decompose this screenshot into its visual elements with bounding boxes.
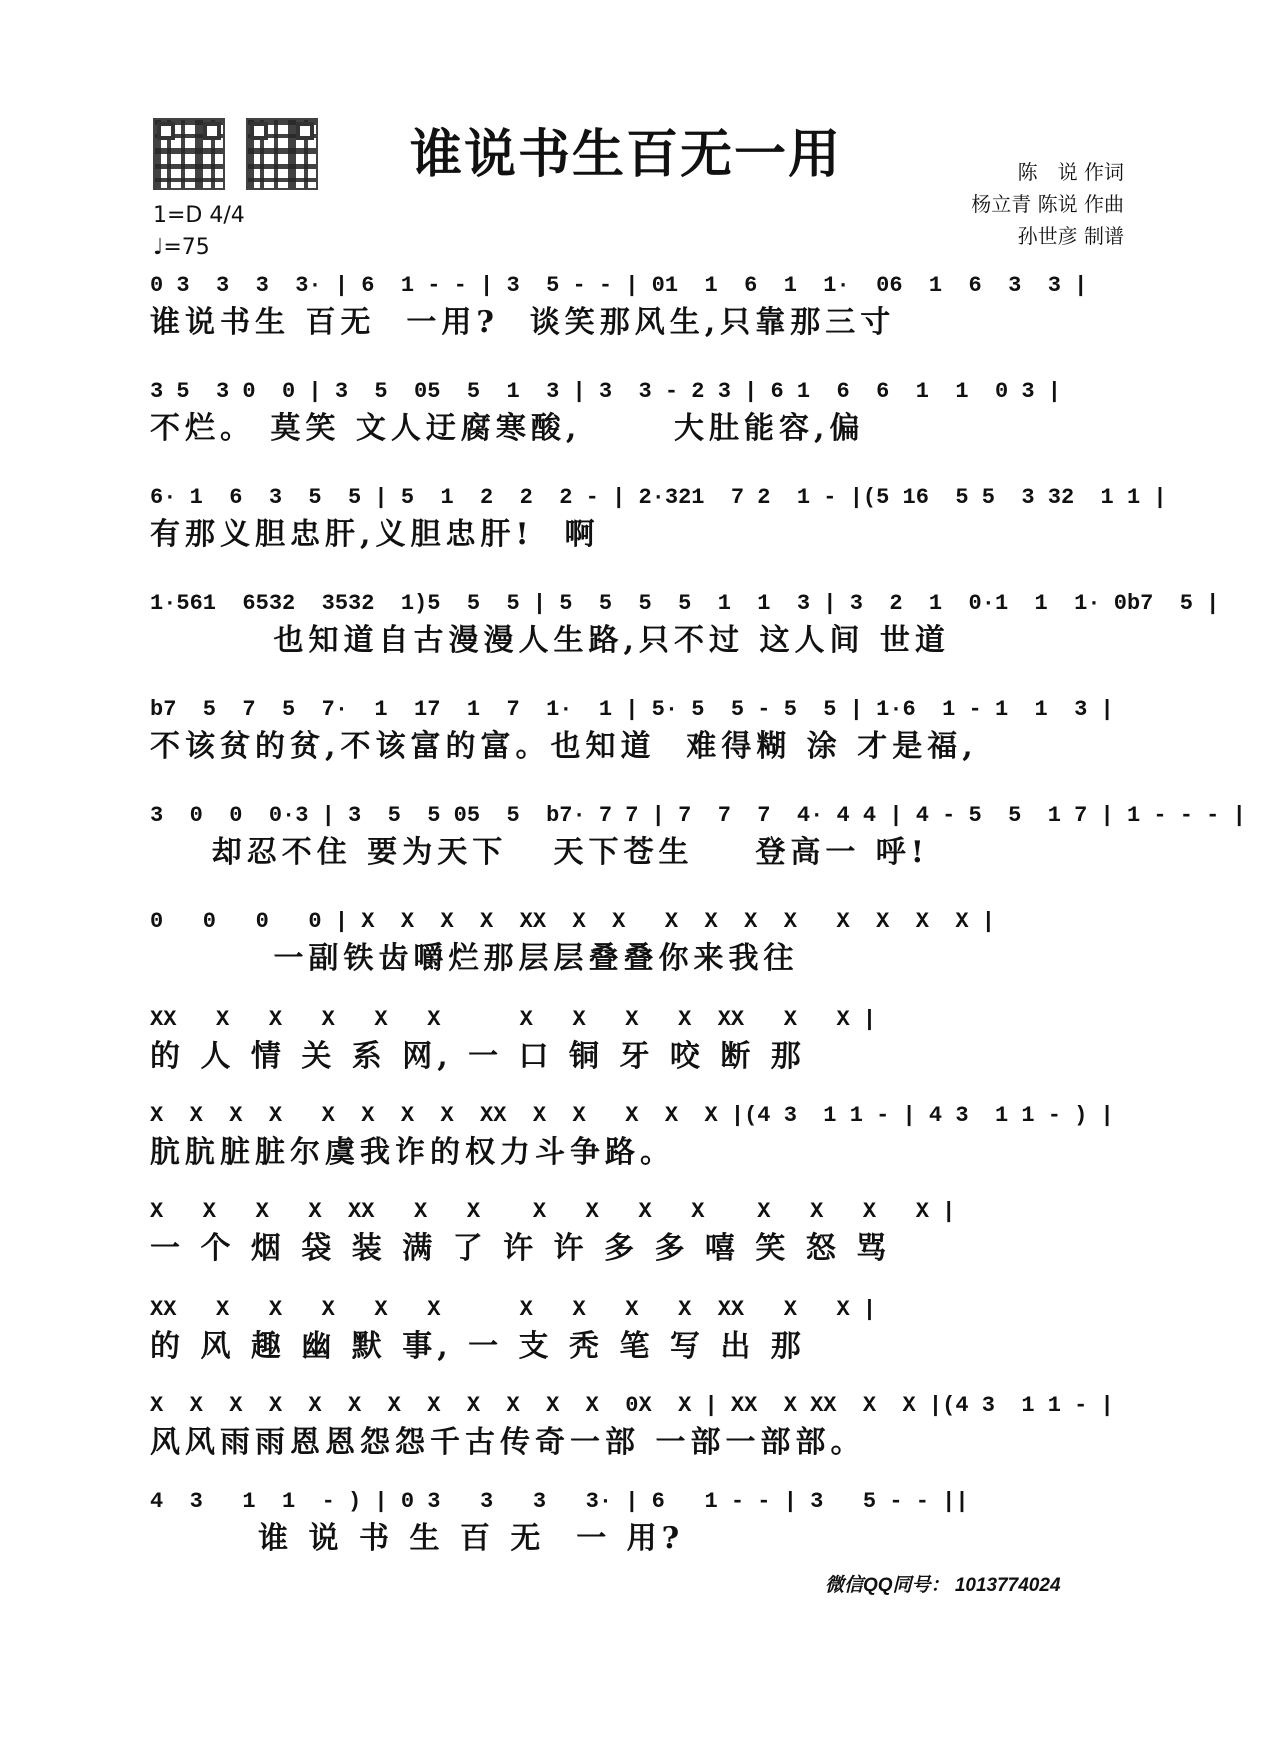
notation-line: 1·561 6532 3532 1)5 5 5 | 5 5 5 5 1 1 3 | 3 2 1 0·1 1 1· 0b7 5 | xyxy=(150,591,1220,616)
notation-line: 4 3 1 1 - ) | 0 3 3 3 3· | 6 1 - - | 3 5 - - || xyxy=(150,1489,969,1514)
composer: 杨立青 陈说 作曲 xyxy=(971,192,1124,216)
lyrics-line: 不该贫的贫,不该富的富。也知道 难得糊 涂 才是福, xyxy=(150,729,978,764)
score-line-1 xyxy=(150,270,1120,343)
tempo-marking: ♩=75 xyxy=(153,235,210,260)
contact-watermark: 微信QQ同号： 1013774024 xyxy=(825,1575,1061,1596)
notation-line: 6· 1 6 3 5 5 | 5 1 2 2 2 - | 2·321 7 2 1 - |(5 16 5 5 3 32 1 1 | xyxy=(150,485,1167,510)
lyrics-line: 风风雨雨恩恩怨怨千古传奇一部 一部一部部。 xyxy=(150,1425,866,1460)
song-title: 谁说书生百无一用 xyxy=(410,124,843,185)
qr-code-right xyxy=(246,118,318,190)
notation-line: X X X X XX X X X X X X X X X X | xyxy=(150,1199,956,1224)
score-line-9 xyxy=(150,1100,1120,1173)
lyrics-line: 的 风 趣 幽 默 事, 一 支 秃 笔 写 出 那 xyxy=(150,1329,806,1364)
notation-line: b7 5 7 5 7· 1 17 1 7 1· 1 | 5· 5 5 - 5 5 | 1·6 1 - 1 1 3 | xyxy=(150,697,1114,722)
score-line-2 xyxy=(150,376,1120,449)
score-line-11 xyxy=(150,1294,1120,1367)
lyrics-line: 一副铁齿嚼烂那层层叠叠你来我往 xyxy=(150,941,799,976)
lyrics-line: 谁说书生 百无 一用? 谈笑那风生,只靠那三寸 xyxy=(150,305,896,340)
lyrics-line: 谁 说 书 生 百 无 一 用? xyxy=(150,1521,685,1556)
score-line-7 xyxy=(150,906,1120,979)
arranger: 孙世彦 制谱 xyxy=(1017,224,1124,248)
notation-line: 0 0 0 0 | X X X X XX X X X X X X X X X X | xyxy=(150,909,995,934)
score-meta xyxy=(153,200,245,264)
lyrics-line: 肮肮脏脏尔虞我诈的权力斗争路。 xyxy=(150,1135,675,1170)
notation-line: XX X X X X X X X X X XX X X | xyxy=(150,1297,877,1322)
notation-line: X X X X X X X X XX X X X X X |(4 3 1 1 - | 4 3 1 1 - ) | xyxy=(150,1103,1114,1128)
lyrics-line: 一 个 烟 袋 装 满 了 许 许 多 多 嘻 笑 怒 骂 xyxy=(150,1231,892,1266)
score-line-4 xyxy=(150,588,1220,661)
score-line-6 xyxy=(150,800,1246,873)
score-line-3 xyxy=(150,482,1167,555)
score-line-5 xyxy=(150,694,1120,767)
notation-line: 0 3 3 3 3· | 6 1 - - | 3 5 - - | 01 1 6 1 1· 06 1 6 3 3 | xyxy=(150,273,1088,298)
score-line-12 xyxy=(150,1390,1120,1463)
lyrics-line: 有那义胆忠肝,义胆忠肝! 啊 xyxy=(150,517,600,552)
key-signature: 1=D 4/4 xyxy=(153,203,245,228)
lyricist: 陈 说 作词 xyxy=(1017,160,1124,184)
score-line-10 xyxy=(150,1196,1120,1269)
credits-block xyxy=(971,156,1124,252)
score-line-8 xyxy=(150,1004,1120,1077)
lyrics-line: 却忍不住 要为天下 天下苍生 登高一 呼! xyxy=(150,835,929,870)
notation-line: X X X X X X X X X X X X 0X X | XX X XX X X |(4 3 1 1 - | xyxy=(150,1393,1114,1418)
notation-line: XX X X X X X X X X X XX X X | xyxy=(150,1007,877,1032)
lyrics-line: 的 人 情 关 系 网, 一 口 铜 牙 咬 断 那 xyxy=(150,1039,806,1074)
qr-code-left xyxy=(153,118,225,190)
score-line-13 xyxy=(150,1486,1120,1559)
notation-line: 3 0 0 0·3 | 3 5 5 05 5 b7· 7 7 | 7 7 7 4· 4 4 | 4 - 5 5 1 7 | 1 - - - | xyxy=(150,803,1246,828)
notation-line: 3 5 3 0 0 | 3 5 05 5 1 3 | 3 3 - 2 3 | 6 1 6 6 1 1 0 3 | xyxy=(150,379,1061,404)
lyrics-line: 不烂。 莫笑 文人迂腐寒酸, 大肚能容,偏 xyxy=(150,411,865,446)
lyrics-line: 也知道自古漫漫人生路,只不过 这人间 世道 xyxy=(150,623,950,658)
